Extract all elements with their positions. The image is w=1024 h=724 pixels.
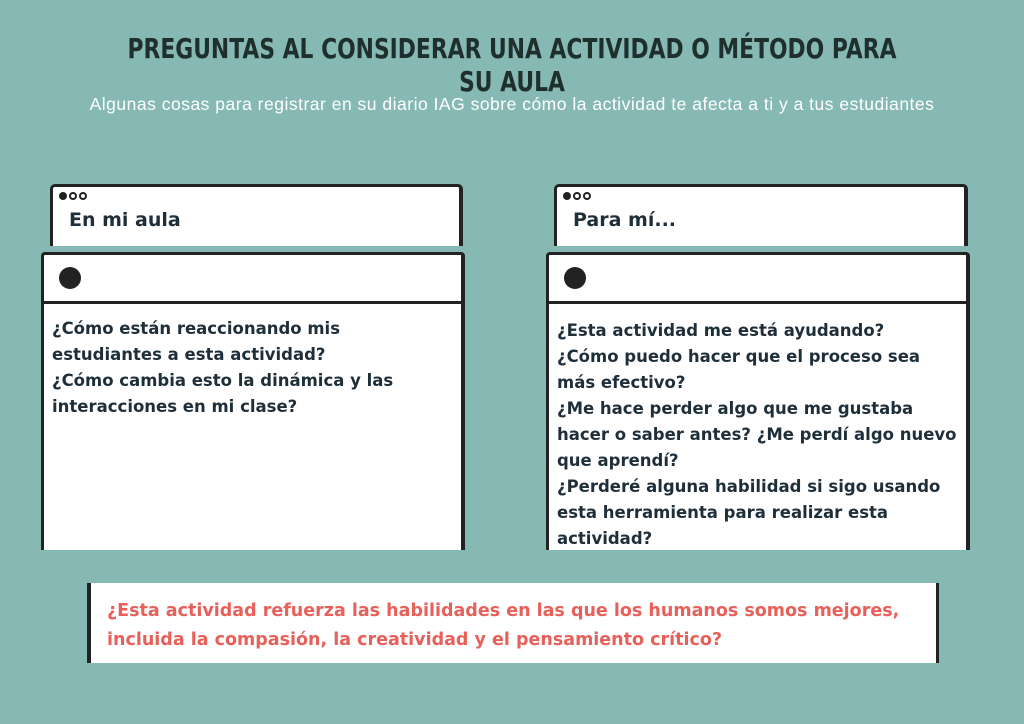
dot-icon: [69, 192, 77, 200]
panel-header-window-classroom: [50, 184, 463, 246]
dot-icon: [563, 192, 571, 200]
window-dots: [59, 192, 87, 200]
callout-box: ¿Esta actividad refuerza las habilidades en las que los humanos somos mejores, incluida la compasión, la creatividad y el pensamiento crítico?: [87, 583, 939, 663]
dot-icon: [583, 192, 591, 200]
dot-icon: [59, 192, 67, 200]
page-title: PREGUNTAS AL CONSIDERAR UNA ACTIVIDAD O MÉTODO PARA SU AULA: [127, 32, 897, 98]
panel-body-window-classroom: [41, 252, 465, 550]
window-title-bar: [549, 255, 966, 304]
panel-questions: [44, 304, 461, 420]
question-text: ¿Esta actividad me está ayudando?: [557, 321, 885, 340]
panel-body-window-self: [546, 252, 970, 550]
question-text: ¿Me hace perder algo que me gustaba hacer o saber antes? ¿Me perdí algo nuevo que aprendí?: [557, 399, 957, 470]
window-title-bar: [44, 255, 461, 304]
panel-header-label: Para mí...: [573, 209, 677, 231]
page-subtitle: Algunas cosas para registrar en su diario IAG sobre cómo la actividad te afecta a ti y a tus estudiantes: [89, 94, 935, 114]
question-text: ¿Cómo están reaccionando mis estudiantes a esta actividad?: [52, 319, 341, 364]
question-text: ¿Cómo cambia esto la dinámica y las interacciones en mi clase?: [52, 371, 394, 416]
panel-header-window-self: [554, 184, 968, 246]
panel-header-label: En mi aula: [69, 209, 181, 231]
question-text: ¿Perderé alguna habilidad si sigo usando esta herramienta para realizar esta actividad?: [557, 477, 941, 548]
dot-icon: [573, 192, 581, 200]
window-dot-icon: [564, 267, 586, 289]
dot-icon: [79, 192, 87, 200]
window-dots: [563, 192, 591, 200]
window-dot-icon: [59, 267, 81, 289]
panel-questions: [549, 304, 966, 552]
question-text: ¿Cómo puedo hacer que el proceso sea más efectivo?: [557, 347, 921, 392]
